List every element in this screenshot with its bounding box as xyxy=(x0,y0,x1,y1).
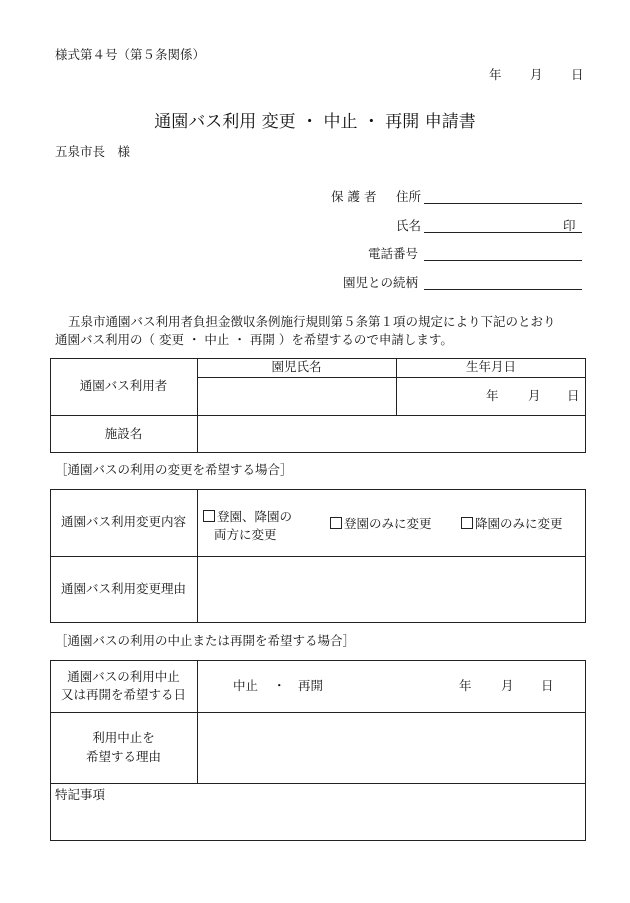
notes-field[interactable] xyxy=(51,805,585,840)
guardian-label: 保 護 者 xyxy=(331,189,377,204)
address-label: 住所 xyxy=(396,189,422,204)
checkbox-both[interactable] xyxy=(203,510,215,522)
stop-reason-label xyxy=(50,712,197,783)
name-label: 氏名 xyxy=(396,218,422,233)
option-pick-up-only[interactable] xyxy=(461,517,563,531)
stop-reason-label-line1: 利用中止を xyxy=(92,730,155,746)
addressee: 五泉市長 様 xyxy=(55,144,131,159)
user-label: 通園バス利用者 xyxy=(79,378,168,394)
birthdate-header: 生年月日 xyxy=(465,359,516,375)
name-field[interactable] xyxy=(424,218,582,233)
section-change-heading: ［通園バスの利用の変更を希望する場合］ xyxy=(55,462,293,477)
birth-month: 月 xyxy=(528,388,541,403)
date-month: 月 xyxy=(530,67,543,82)
option-both-line2: 両方に変更 xyxy=(214,527,277,543)
stop-date-label xyxy=(50,660,197,712)
checkbox-pick-up-only[interactable] xyxy=(461,517,473,529)
body-text-line1: 五泉市通園バス利用者負担金徴収条例施行規則第５条第１項の規定により下記のとおり xyxy=(68,314,556,329)
stop-reason-label-line2: 希望する理由 xyxy=(85,748,161,764)
date-year: 年 xyxy=(489,67,502,82)
birth-year: 年 xyxy=(486,388,499,403)
facility-label: 施設名 xyxy=(104,425,143,441)
change-reason-field[interactable] xyxy=(197,556,586,623)
form-number: 様式第４号（第５条関係） xyxy=(55,47,206,62)
stop-date-label-line2: 又は再開を希望する日 xyxy=(60,687,186,702)
stop-year: 年 xyxy=(459,678,472,693)
stop-reason-field[interactable] xyxy=(197,712,586,783)
document-title: 通園バス利用 変更 ・ 中止 ・ 再開 申請書 xyxy=(154,112,476,132)
notes-label: 特記事項 xyxy=(55,787,106,802)
option-separator: ・ xyxy=(273,678,286,693)
stop-option[interactable]: 中止 xyxy=(233,678,259,693)
stop-month: 月 xyxy=(501,678,514,693)
section-stop-heading: ［通園バスの利用の中止または再開を希望する場合］ xyxy=(55,633,356,648)
address-field[interactable] xyxy=(424,189,582,204)
phone-field[interactable] xyxy=(424,246,582,261)
phone-label: 電話番号 xyxy=(368,246,419,261)
checkbox-drop-off-only[interactable] xyxy=(330,517,342,529)
birth-day: 日 xyxy=(567,388,580,403)
child-name-header: 園児氏名 xyxy=(271,359,322,375)
option-drop-off-label: 登園のみに変更 xyxy=(344,516,432,531)
stop-day: 日 xyxy=(541,678,554,693)
date-day: 日 xyxy=(571,67,584,82)
facility-field[interactable] xyxy=(197,415,586,453)
option-both-line1: 登園、降園の xyxy=(217,509,293,524)
body-text-line2: 通園バス利用の（ 変更 ・ 中止 ・ 再開 ）を希望するので申請します。 xyxy=(55,332,453,347)
option-pick-up-label: 降園のみに変更 xyxy=(475,516,563,531)
change-reason-label: 通園バス利用変更理由 xyxy=(60,581,186,597)
option-drop-off-only[interactable] xyxy=(330,517,432,531)
resume-option[interactable]: 再開 xyxy=(298,678,324,693)
seal-mark: 印 xyxy=(563,218,576,233)
relation-label: 園児との続柄 xyxy=(343,275,419,290)
relation-field[interactable] xyxy=(424,275,582,290)
child-name-field[interactable] xyxy=(197,377,396,415)
stop-date-label-line1: 通園バスの利用中止 xyxy=(67,668,180,684)
change-content-label: 通園バス利用変更内容 xyxy=(60,514,186,530)
option-both[interactable] xyxy=(203,508,292,544)
